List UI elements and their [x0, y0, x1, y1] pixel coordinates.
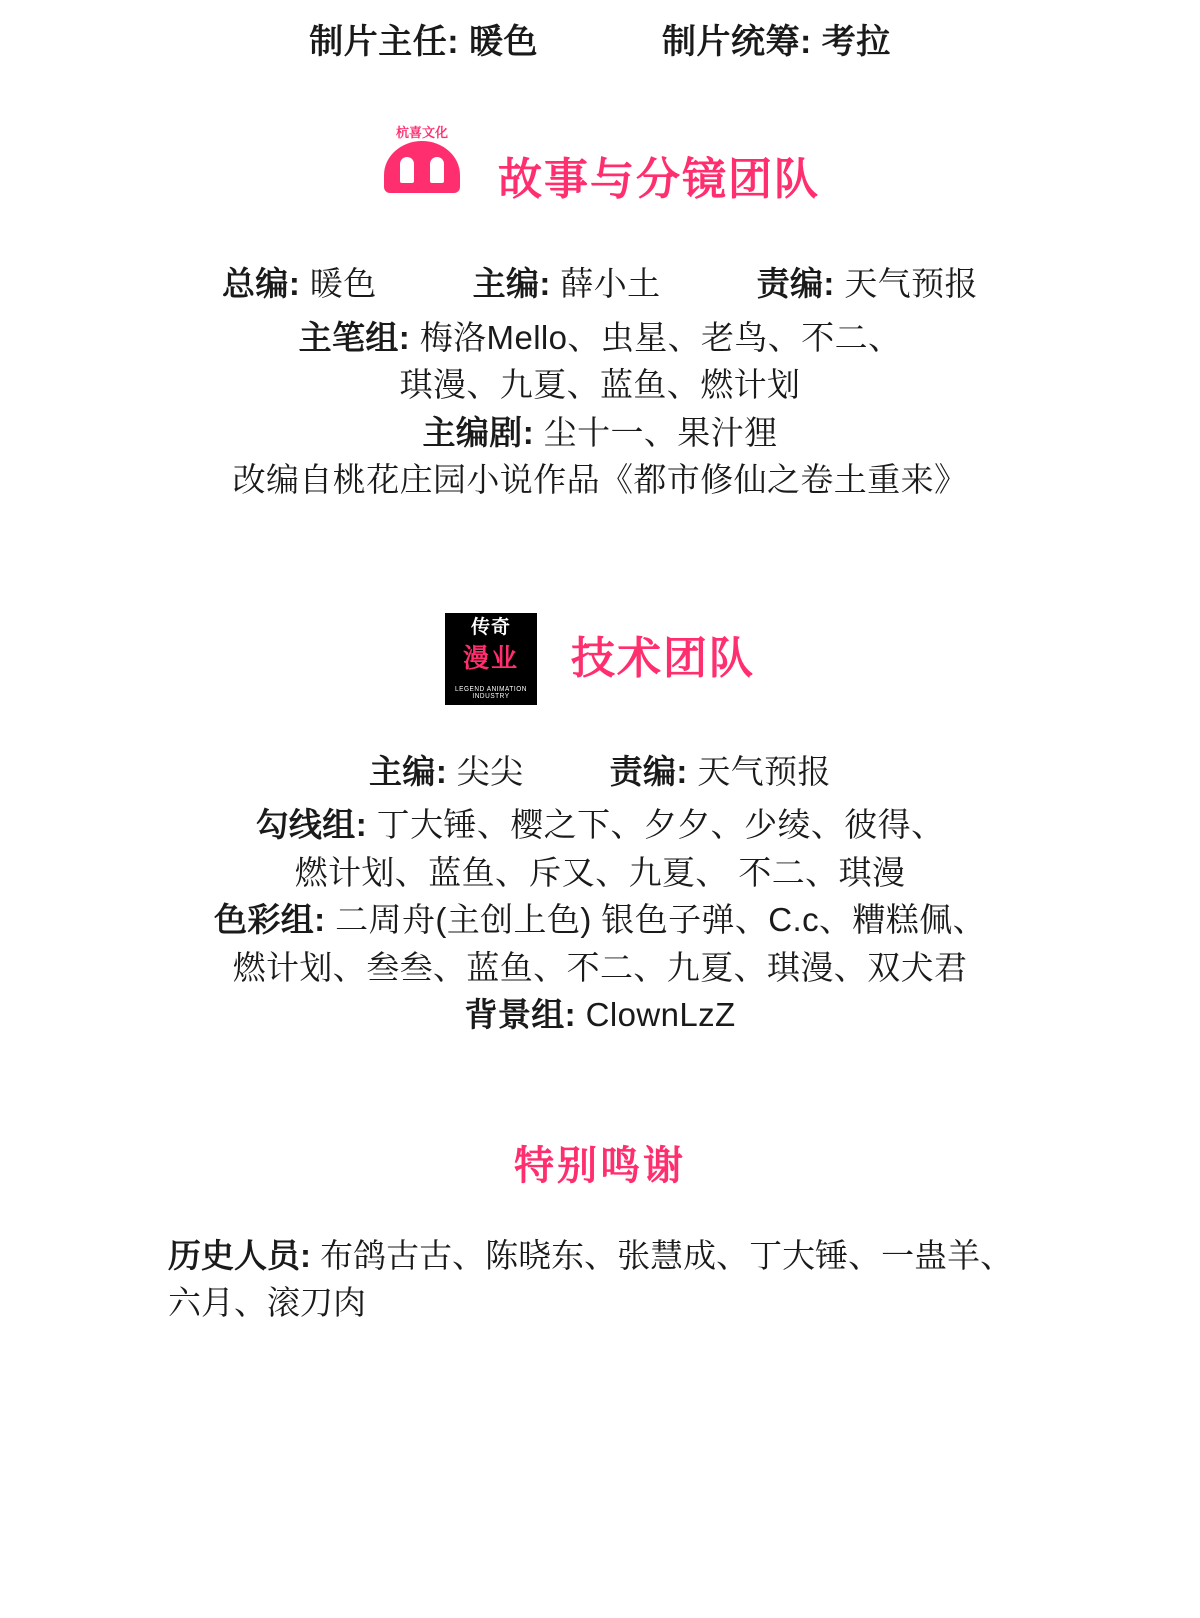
- section-header-tech: [40, 613, 1160, 705]
- section-header-story: [40, 125, 1160, 219]
- credit-value: 燃计划、叁叁、蓝鱼、不二、九夏、琪漫、双犬君: [232, 948, 968, 986]
- credit-value: 尘十一、果汁狸: [543, 413, 778, 451]
- credit-name: 暖色: [309, 265, 377, 302]
- credit-value: ClownLzZ: [585, 996, 736, 1034]
- credit-role: 责编:: [609, 752, 698, 790]
- legend-logo-sub-text: LEGEND ANIMATION INDUSTRY: [454, 685, 528, 700]
- credit-line: [40, 850, 1160, 896]
- credit-role: 主编:: [369, 752, 457, 790]
- section-title-story: 故事与分镜团队: [498, 155, 820, 204]
- producer-name: 考拉: [821, 23, 891, 61]
- story-lead-roles: [40, 261, 1160, 307]
- credit-role: 主笔组:: [298, 318, 420, 356]
- credit-line: [40, 362, 1160, 408]
- special-thanks-title: 特别鸣谢: [514, 1143, 686, 1188]
- legend-logo-top-text: 传奇: [470, 616, 511, 638]
- credit-name: 天气预报: [697, 752, 831, 790]
- special-thanks-body: [40, 1233, 1160, 1327]
- credit-value: 改编自桃花庄园小说作品《都市修仙之卷土重来》: [232, 461, 968, 499]
- credit-name: 尖尖: [456, 752, 524, 790]
- tech-credits-block: [40, 749, 1160, 1038]
- credit-line: [168, 1233, 1100, 1280]
- story-credits-block: [40, 261, 1160, 503]
- credit-line: [40, 945, 1160, 991]
- adaptation-note: [40, 457, 1160, 503]
- credit-role: 主编:: [472, 265, 561, 302]
- producer-role-label: 制片统筹:: [662, 23, 822, 61]
- credit-line: [40, 315, 1160, 361]
- section-title-tech: 技术团队: [571, 633, 755, 683]
- credit-value: 六月、滚刀肉: [168, 1283, 366, 1321]
- credit-name: 薛小土: [560, 265, 661, 302]
- credit-entry: [610, 749, 831, 795]
- hangxi-culture-logo-icon: [380, 125, 464, 219]
- credit-line: [168, 1280, 1100, 1327]
- credit-line: [40, 802, 1160, 848]
- credit-role: 勾线组:: [255, 806, 377, 844]
- producer-role-label: 制片主任:: [309, 23, 469, 61]
- credit-name: 天气预报: [844, 265, 978, 302]
- credit-value: 燃计划、蓝鱼、斥又、九夏、 不二、琪漫: [294, 853, 906, 891]
- credit-line: [40, 897, 1160, 943]
- credit-line: [40, 992, 1160, 1038]
- producer-name: 暖色: [469, 23, 538, 61]
- producer-credit: [662, 14, 891, 63]
- credit-role: 背景组:: [464, 996, 586, 1034]
- credit-role: 历史人员:: [168, 1236, 321, 1274]
- credit-value: 琪漫、九夏、蓝鱼、燃计划: [399, 366, 801, 404]
- producer-credit: [309, 14, 538, 63]
- credit-role: 责编:: [756, 265, 845, 302]
- tech-lead-roles: [40, 749, 1160, 795]
- legend-animation-logo-icon: [445, 613, 537, 705]
- credit-role: 总编:: [222, 265, 310, 302]
- credit-value: 二周舟(主创上色) 银色子弹、C.c、糟糕佩、: [335, 901, 987, 939]
- credit-value: 梅洛Mello、虫星、老鸟、不二、: [419, 318, 902, 356]
- credit-value: 布鸽古古、陈晓东、张慧成、丁大锤、一蛊羊、: [320, 1236, 1014, 1274]
- credit-entry: [473, 261, 661, 307]
- credit-entry: [222, 261, 377, 307]
- credit-value: 丁大锤、樱之下、夕夕、少绫、彼得、: [376, 806, 945, 844]
- credit-entry: [757, 261, 978, 307]
- credit-line: [40, 410, 1160, 456]
- producer-row: [40, 0, 1160, 63]
- credit-role: 色彩组:: [213, 901, 336, 939]
- credit-entry: [369, 749, 524, 795]
- legend-logo-mid-text: 漫业: [462, 642, 519, 673]
- hangxi-logo-caption: 杭喜文化: [395, 125, 448, 140]
- credit-role: 主编剧:: [422, 413, 544, 451]
